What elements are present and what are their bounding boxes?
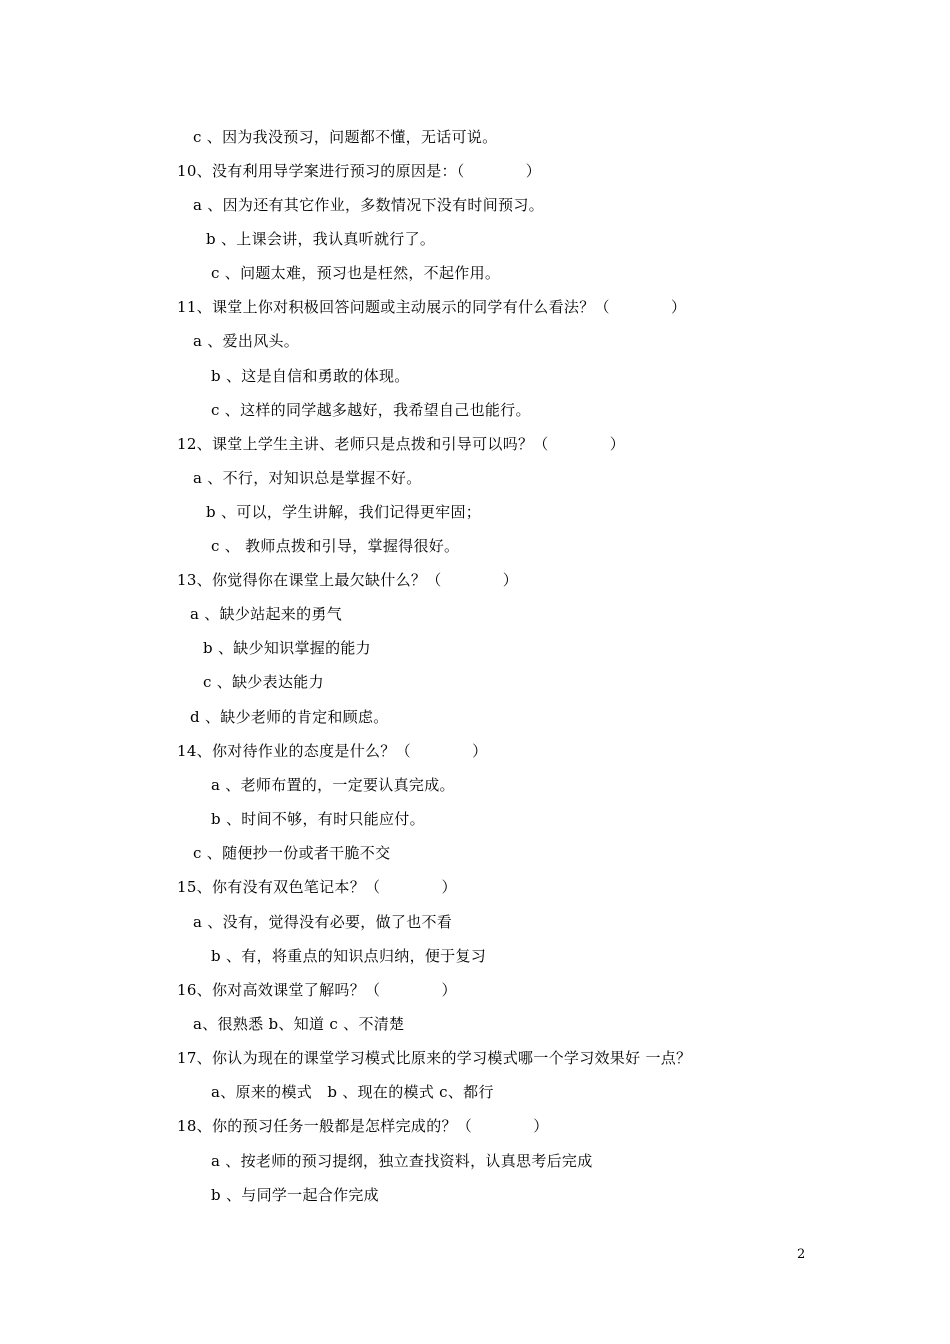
text-line: d 、缺少老师的肯定和顾虑。 <box>190 708 389 726</box>
text-line: a 、老师布置的，一定要认真完成。 <box>211 776 455 794</box>
text-line: c 、缺少表达能力 <box>203 673 324 691</box>
text-line: b 、与同学一起合作完成 <box>211 1186 379 1204</box>
text-line: b 、可以，学生讲解，我们记得更牢固； <box>206 503 482 521</box>
text-line: a 、爱出风头。 <box>193 332 300 350</box>
text-line: a 、因为还有其它作业，多数情况下没有时间预习。 <box>193 196 544 214</box>
text-line: b 、时间不够，有时只能应付。 <box>211 810 425 828</box>
text-line: c 、 教师点拨和引导，掌握得很好。 <box>211 537 460 555</box>
text-line: a 、按老师的预习提纲，独立查找资料，认真思考后完成 <box>211 1152 593 1170</box>
text-line: c 、因为我没预习，问题都不懂，无话可说。 <box>193 128 498 146</box>
question-line: 16、你对高效课堂了解吗？（ ） <box>177 981 457 999</box>
question-line: 13、你觉得你在课堂上最欠缺什么？（ ） <box>177 571 518 589</box>
text-line: b 、上课会讲，我认真听就行了。 <box>206 230 436 248</box>
question-line: 14、你对待作业的态度是什么？（ ） <box>177 742 488 760</box>
question-line: 10、没有利用导学案进行预习的原因是：（ ） <box>177 162 542 180</box>
text-line: c 、问题太难，预习也是枉然，不起作用。 <box>211 264 501 282</box>
question-line: 12、课堂上学生主讲、老师只是点拨和引导可以吗？（ ） <box>177 435 626 453</box>
text-line: c 、这样的同学越多越好，我希望自己也能行。 <box>211 401 531 419</box>
text-line: c 、随便抄一份或者干脆不交 <box>193 844 391 862</box>
text-line: b 、缺少知识掌握的能力 <box>203 639 371 657</box>
question-line: 17、你认为现在的课堂学习模式比原来的学习模式哪一个学习效果好 一点？ <box>177 1049 692 1067</box>
question-line: 11、课堂上你对积极回答问题或主动展示的同学有什么看法？（ ） <box>177 298 687 316</box>
text-line: a 、没有，觉得没有必要，做了也不看 <box>193 913 453 931</box>
question-line: 18、你的预习任务一般都是怎样完成的？（ ） <box>177 1117 549 1135</box>
text-line: a 、不行，对知识总是掌握不好。 <box>193 469 422 487</box>
text-line: b 、有，将重点的知识点归纳，便于复习 <box>211 947 487 965</box>
text-line: a、很熟悉 b、知道 c 、不清楚 <box>193 1015 405 1033</box>
page-number: 2 <box>797 1247 806 1262</box>
text-line: a 、缺少站起来的勇气 <box>190 605 343 623</box>
question-line: 15、你有没有双色笔记本？（ ） <box>177 878 457 896</box>
text-line: a、原来的模式 b 、现在的模式 c、都行 <box>211 1083 494 1101</box>
text-line: b 、这是自信和勇敢的体现。 <box>211 367 410 385</box>
